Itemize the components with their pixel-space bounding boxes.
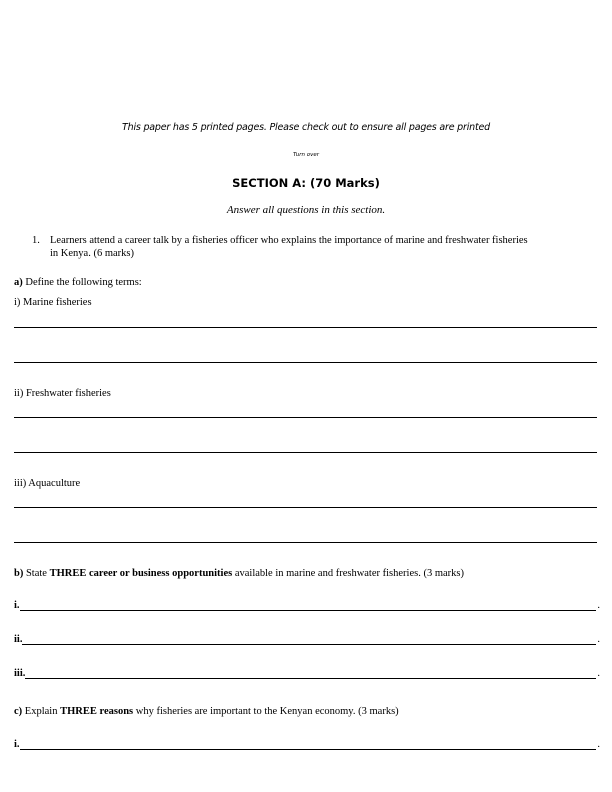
- part-c-post: why fisheries are important to the Kenyan economy. (3 marks): [133, 706, 399, 717]
- answer-label: ii.: [14, 634, 23, 645]
- question-stem-line-2: in Kenya. (6 marks): [50, 248, 134, 259]
- answer-label: i.: [14, 739, 20, 750]
- answer-line[interactable]: [14, 327, 597, 328]
- turn-over-note: Turn over: [292, 152, 320, 158]
- answer-line-b-i[interactable]: i. .: [14, 600, 600, 611]
- part-c-bold: THREE reasons: [60, 706, 134, 717]
- term-marine-fisheries: i) Marine fisheries: [14, 297, 92, 308]
- answer-line-b-ii[interactable]: ii. .: [14, 634, 600, 645]
- answer-line[interactable]: [14, 362, 597, 363]
- answer-label: iii.: [14, 668, 26, 679]
- term-freshwater-fisheries: ii) Freshwater fisheries: [14, 388, 111, 399]
- printed-pages-note: This paper has 5 printed pages. Please check out to ensure all pages are printed: [122, 122, 490, 133]
- section-title: SECTION A: (70 Marks): [232, 176, 380, 190]
- part-c-label: c): [14, 706, 23, 717]
- part-c-pre: Explain: [22, 706, 61, 717]
- question-number: 1.: [32, 235, 40, 246]
- answer-line[interactable]: [14, 507, 597, 508]
- section-instruction: Answer all questions in this section.: [226, 204, 386, 216]
- answer-line[interactable]: [14, 417, 597, 418]
- part-c-prompt: [14, 705, 399, 718]
- part-b-pre: State: [23, 568, 50, 579]
- part-a-text: Define the following terms:: [22, 277, 142, 288]
- part-a-label: a): [14, 277, 23, 288]
- answer-line-b-iii[interactable]: iii. .: [14, 668, 600, 679]
- answer-line-c-i[interactable]: i. .: [14, 739, 600, 750]
- part-b-prompt: [14, 567, 464, 580]
- part-a-prompt: [14, 276, 142, 289]
- part-b-post: available in marine and freshwater fisheries. (3 marks): [232, 568, 464, 579]
- question-stem-line-1: Learners attend a career talk by a fisheries officer who explains the importance of marine and freshwater fisheries: [50, 235, 528, 246]
- term-aquaculture: iii) Aquaculture: [14, 478, 81, 489]
- part-b-bold: THREE career or business opportunities: [49, 568, 233, 579]
- answer-line[interactable]: [14, 542, 597, 543]
- answer-label: i.: [14, 600, 20, 611]
- question-stem: [50, 234, 600, 260]
- answer-line[interactable]: [14, 452, 597, 453]
- part-b-label: b): [14, 568, 24, 579]
